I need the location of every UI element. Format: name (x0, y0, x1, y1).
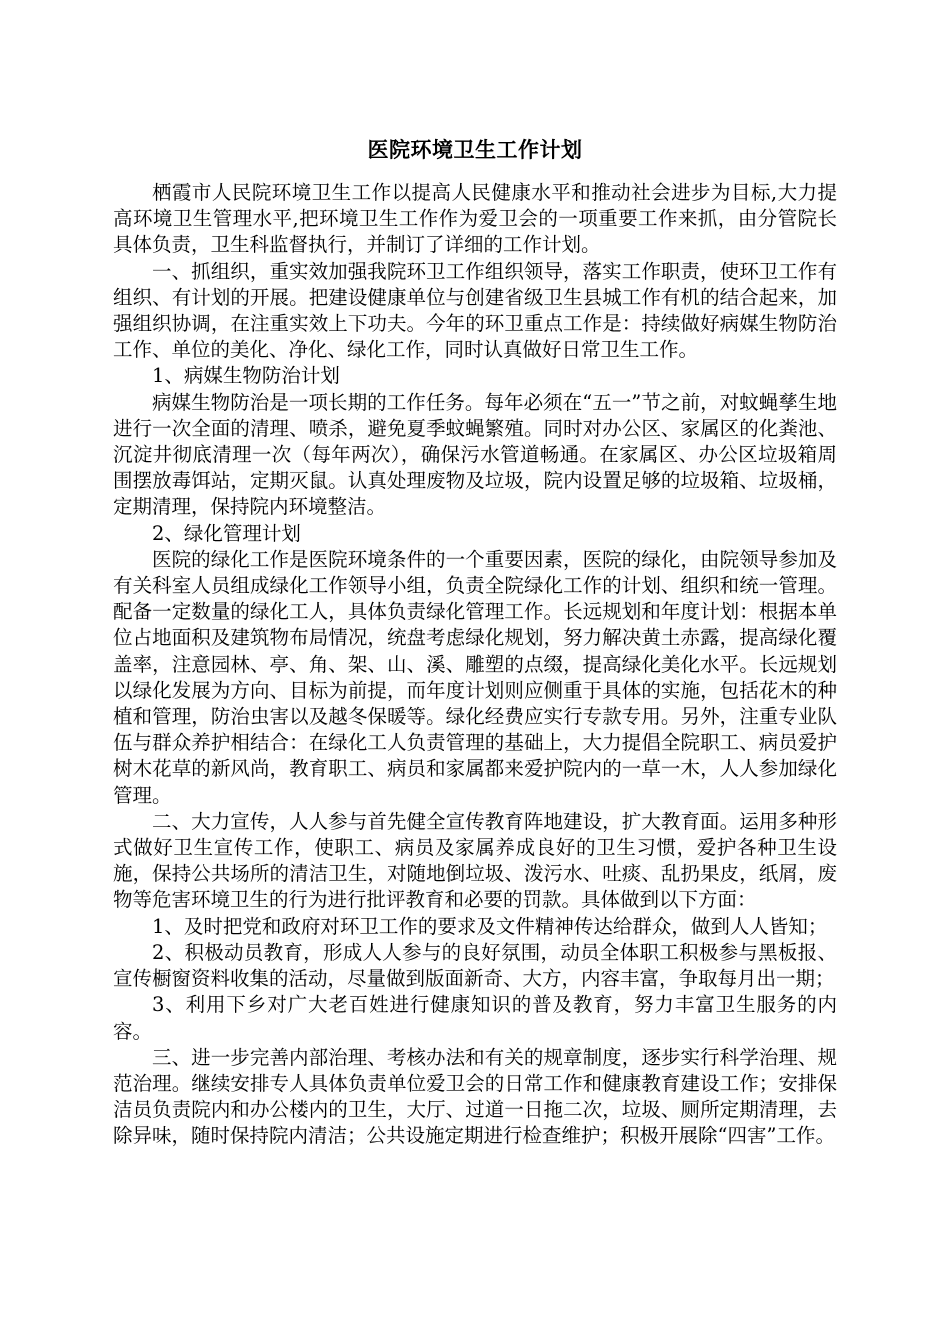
document-page (113, 130, 837, 1150)
subheading-greening: 2、绿化管理计划 (152, 521, 301, 545)
paragraph-section-2: 二、大力宣传，人人参与首先健全宣传教育阵地建设，扩大教育面。运用多种形式做好卫生宣传工作，使职工、病员及家属养成良好的卫生习惯，爱护各种卫生设施，保持公共场所的清洁卫生，对随地倒垃圾、泼污水、吐痰、乱扔果皮，纸屑，废物等危害环境卫生的行为进行批评教育和必要的罚款。具体做到以下方面： (113, 809, 837, 912)
paragraph-section-3: 三、进一步完善内部治理、考核办法和有关的规章制度，逐步实行科学治理、规范治理。继续安排专人具体负责单位爱卫会的日常工作和健康教育建设工作；安排保洁员负责院内和办公楼内的卫生，大厅、过道一日拖二次，垃圾、厕所定期清理，去除异味，随时保持院内清洁；公共设施定期进行检查维护；积极开展除“四害”工作。 (113, 1045, 837, 1148)
paragraph-section-1: 一、抓组织，重实效加强我院环卫工作组织领导，落实工作职责，使环卫工作有组织、有计划的开展。把建设健康单位与创建省级卫生县城工作有机的结合起来，加强组织协调，在注重实效上下功夫。今年的环卫重点工作是：持续做好病媒生物防治工作、单位的美化、净化、绿化工作，同时认真做好日常卫生工作。 (113, 259, 837, 362)
paragraph-greening: 医院的绿化工作是医院环境条件的一个重要因素，医院的绿化，由院领导参加及有关科室人员组成绿化工作领导小组，负责全院绿化工作的计划、组织和统一管理。配备一定数量的绿化工人，具体负责绿化管理工作。长远规划和年度计划：根据本单位占地面积及建筑物布局情况，统盘考虑绿化规划，努力解决黄土赤露，提高绿化覆盖率，注意园林、亭、角、架、山、溪、雕塑的点缀，提高绿化美化水平。长远规划以绿化发展为方向、目标为前提，而年度计划则应侧重于具体的实施，包括花木的种植和管理，防治虫害以及越冬保暖等。绿化经费应实行专款专用。另外，注重专业队伍与群众养护相结合：在绿化工人负责管理的基础上，大力提倡全院职工、病员爱护树木花草的新风尚，教育职工、病员和家属都来爱护院内的一草一木，人人参加绿化管理。 (113, 547, 837, 807)
document-body (113, 180, 837, 1150)
list-item-2: 2、积极动员教育，形成人人参与的良好氛围，动员全体职工积极参与黑板报、宣传橱窗资料收集的活动，尽量做到版面新奇、大方，内容丰富，争取每月出一期； (113, 940, 837, 991)
paragraph-intro: 栖霞市人民院环境卫生工作以提高人民健康水平和推动社会进步为目标,大力提高环境卫生管理水平,把环境卫生工作作为爱卫会的一项重要工作来抓，由分管院长具体负责，卫生科监督执行，并制订了详细的工作计划。 (113, 181, 837, 257)
list-item-1: 1、及时把党和政府对环卫工作的要求及文件精神传达给群众，做到人人皆知； (152, 914, 828, 938)
list-item-3: 3、利用下乡对广大老百姓进行健康知识的普及教育，努力丰富卫生服务的内容。 (113, 993, 837, 1043)
document-title: 医院环境卫生工作计划 (367, 137, 583, 162)
paragraph-vector-control: 病媒生物防治是一项长期的工作任务。每年必须在“五一”节之前，对蚊蝇孳生地进行一次全面的清理、喷杀，避免夏季蚊蝇繁殖。同时对办公区、家属区的化粪池、沉淀井彻底清理一次（每年两次），确保污水管道畅通。在家属区、办公区垃圾箱周围摆放毒饵站，定期灭鼠。认真处理废物及垃圾，院内设置足够的垃圾箱、垃圾桶，定期清理，保持院内环境整洁。 (113, 390, 837, 519)
subheading-vector-control: 1、病媒生物防治计划 (152, 364, 340, 388)
